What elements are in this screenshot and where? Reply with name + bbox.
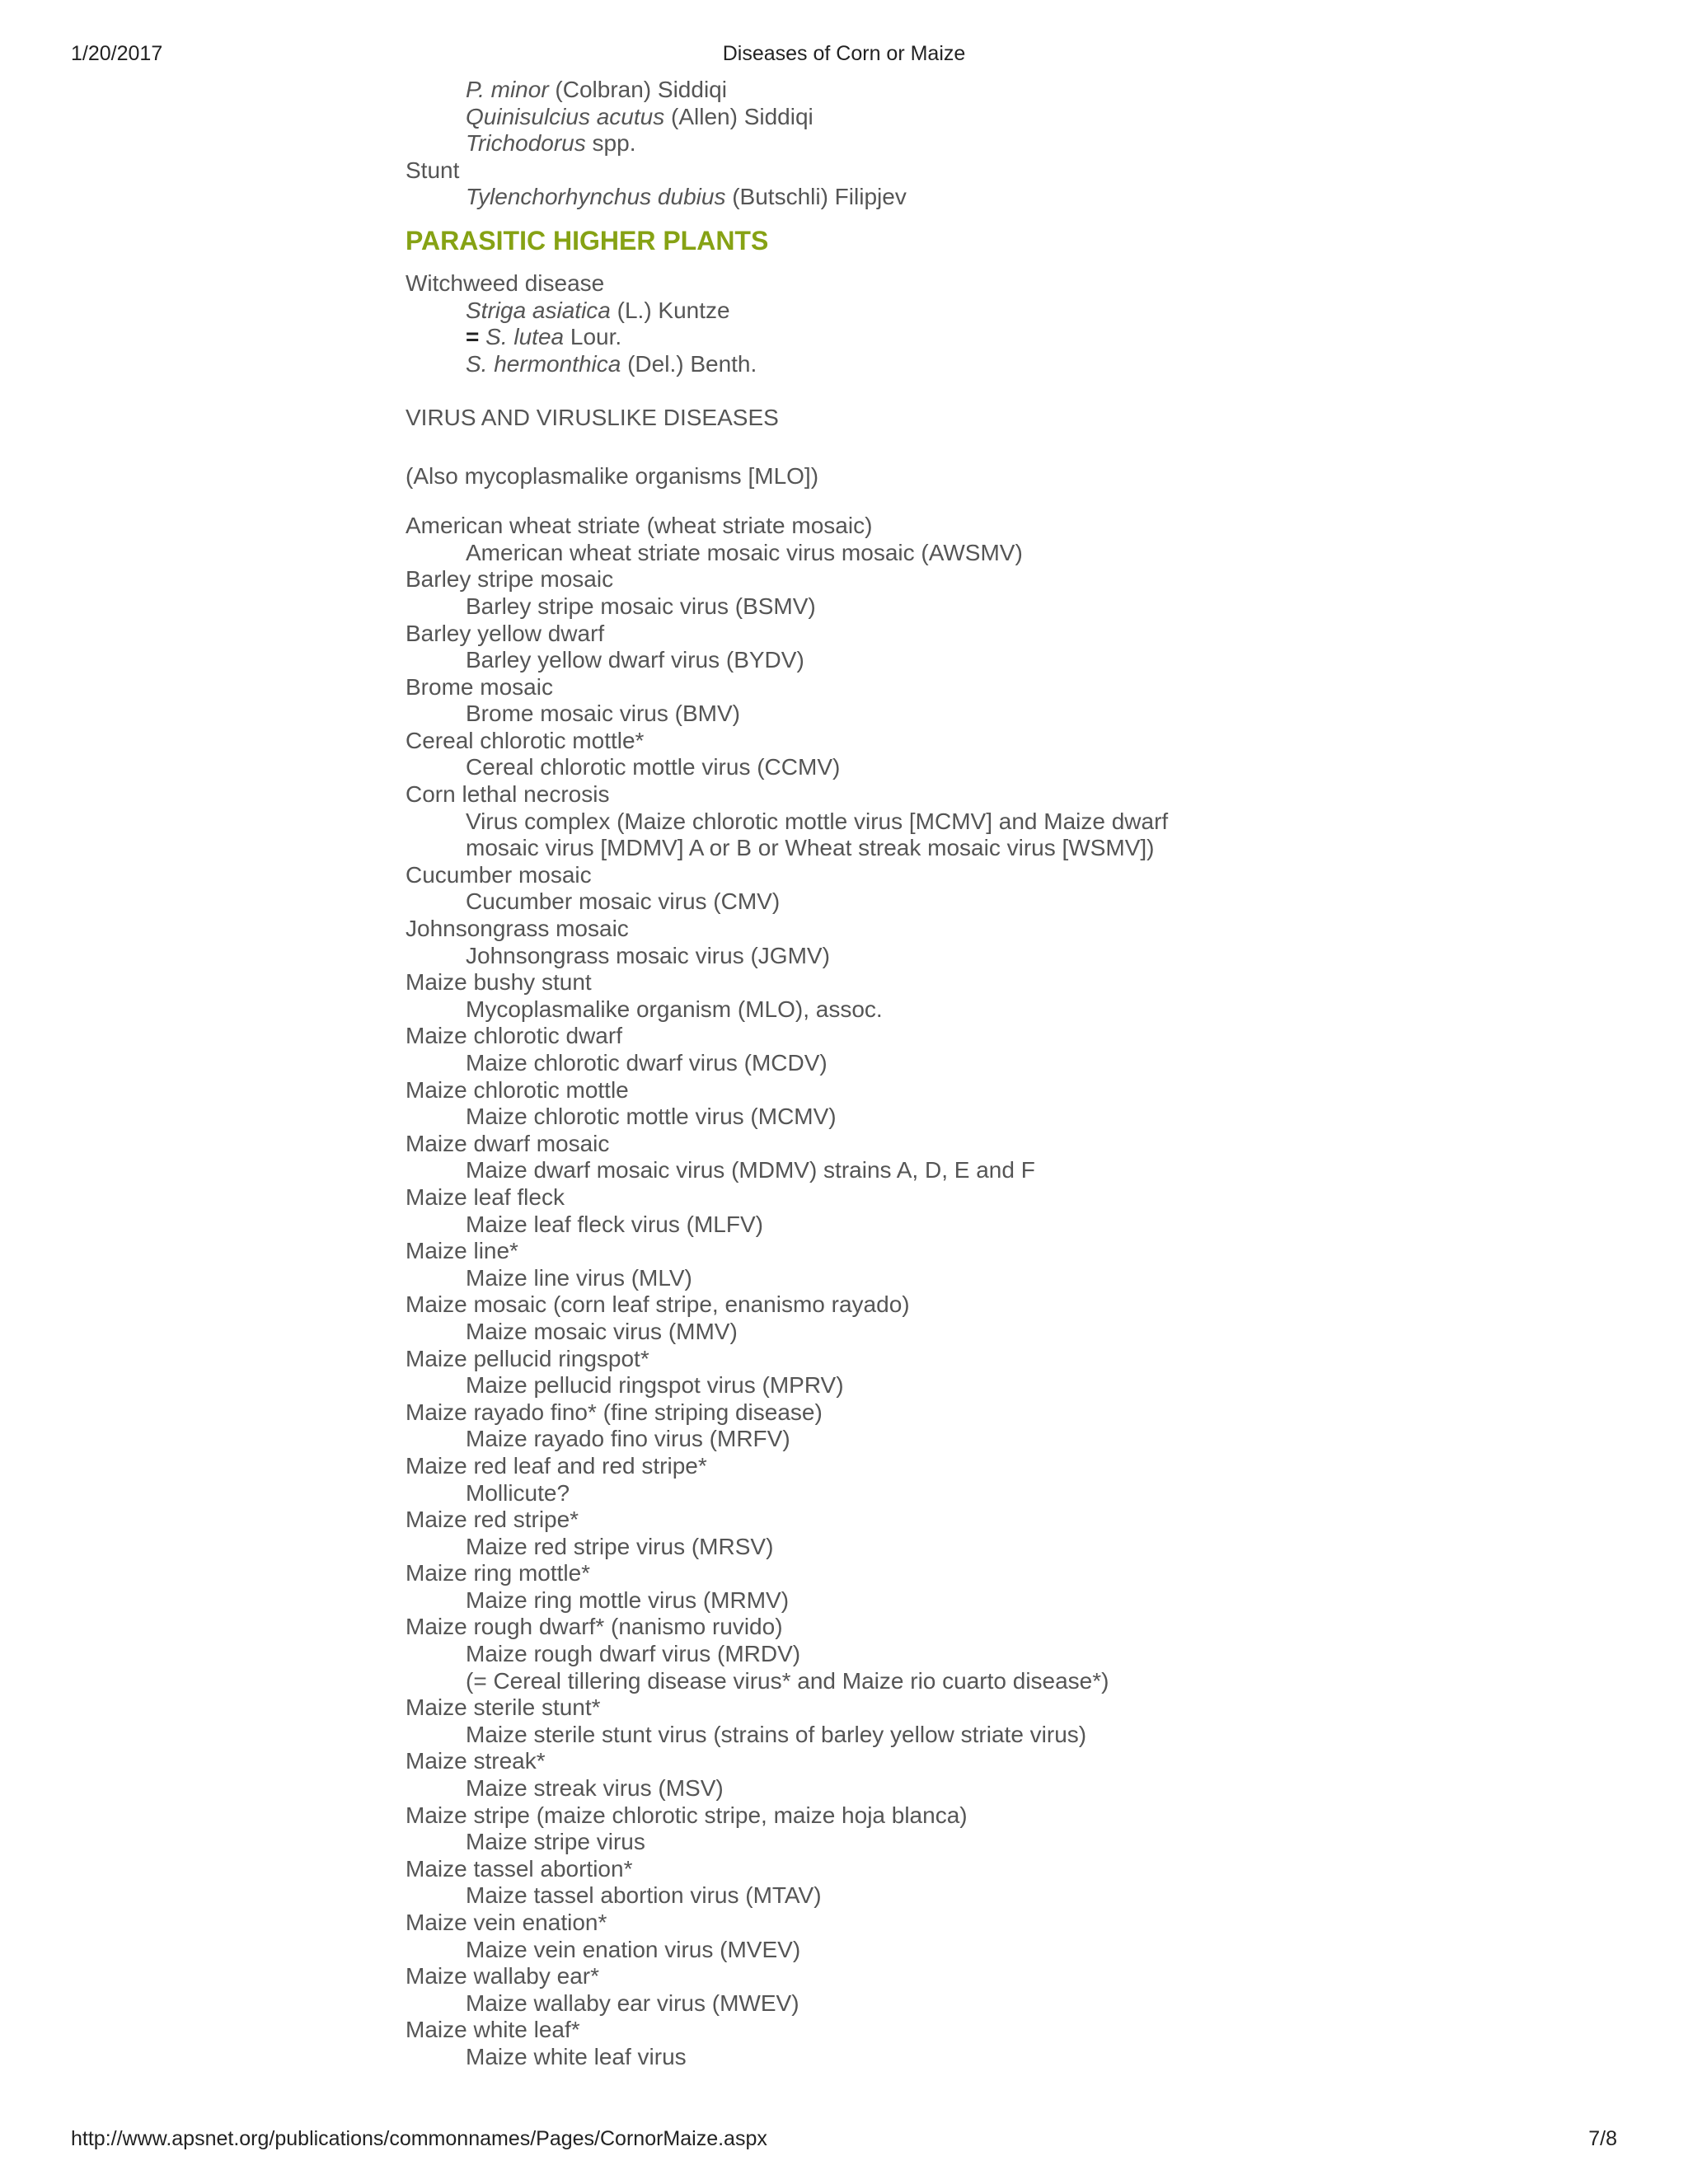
disease-name: Maize red leaf and red stripe* — [406, 1452, 707, 1479]
nematode-entry — [406, 77, 1609, 104]
disease-name: Maize line* — [406, 1238, 518, 1264]
disease-name: Maize red stripe* — [406, 1507, 579, 1533]
disease-name: Cereal chlorotic mottle* — [406, 727, 645, 753]
page-number: 7/8 — [1588, 2127, 1617, 2150]
pathogen-entry: (= Cereal tillering disease virus* and Maize rio cuarto disease*) — [466, 1667, 1109, 1694]
nematode-entry — [406, 184, 1609, 211]
print-date: 1/20/2017 — [71, 42, 163, 65]
authority: (Butschli) Filipjev — [725, 184, 907, 210]
section-heading-virus: VIRUS AND VIRUSLIKE DISEASES — [406, 404, 779, 430]
nematode-entry — [406, 130, 1609, 157]
pathogen-entry: Maize pellucid ringspot virus (MPRV) — [466, 1372, 844, 1399]
authority: (Colbran) Siddiqi — [548, 77, 727, 102]
disease-name: Maize stripe (maize chlorotic stripe, maize hoja blanca) — [406, 1802, 968, 1828]
disease-name: Maize streak* — [406, 1748, 546, 1774]
disease-name: Maize bushy stunt — [406, 969, 592, 996]
page-title: Diseases of Corn or Maize — [722, 42, 966, 65]
species-name: Striga asiatica — [466, 297, 611, 323]
pathogen-entry: American wheat striate mosaic virus mosaic (AWSMV) — [466, 539, 1023, 565]
pathogen-entry: Maize streak virus (MSV) — [466, 1775, 724, 1802]
document-body — [406, 77, 1609, 2071]
disease-name: Maize vein enation* — [406, 1910, 607, 1935]
virus-disease-list — [406, 513, 1609, 2070]
disease-name: Corn lethal necrosis — [406, 781, 610, 808]
pathogen-entry: Mycoplasmalike organism (MLO), assoc. — [466, 996, 883, 1022]
pathogen-entry: Cereal chlorotic mottle virus (CCMV) — [466, 754, 841, 780]
species-name: Tylenchorhynchus dubius — [466, 184, 726, 210]
pathogen-entry: Barley yellow dwarf virus (BYDV) — [466, 647, 804, 673]
disease-name: Maize wallaby ear* — [406, 1963, 599, 1990]
section-note: (Also mycoplasmalike organisms [MLO]) — [406, 462, 819, 489]
synonym-sign: = — [466, 324, 486, 350]
disease-name: Brome mosaic — [406, 673, 553, 700]
authority: spp. — [585, 130, 636, 157]
pathogen-entry: Maize sterile stunt virus (strains of barley yellow striate virus) — [466, 1721, 1087, 1747]
disease-name: Maize sterile stunt* — [406, 1694, 601, 1721]
species-name: Trichodorus — [466, 130, 586, 157]
disease-name: Johnsongrass mosaic — [406, 916, 629, 942]
section-heading-parasitic-plants: PARASITIC HIGHER PLANTS — [406, 225, 769, 255]
pathogen-entry: Brome mosaic virus (BMV) — [466, 701, 740, 727]
disease-name: Maize chlorotic dwarf — [406, 1023, 622, 1049]
pathogen-entry: Mollicute? — [466, 1479, 570, 1506]
pathogen-entry: Cucumber mosaic virus (CMV) — [466, 888, 781, 915]
disease-name: Maize white leaf* — [406, 2017, 580, 2043]
disease-name: Maize dwarf mosaic — [406, 1130, 610, 1156]
disease-name: Maize tassel abortion* — [406, 1855, 633, 1882]
disease-name: Maize chlorotic mottle — [406, 1076, 629, 1103]
authority: Lour. — [564, 324, 622, 350]
pathogen-entry — [406, 324, 1609, 351]
pathogen-entry — [406, 351, 1609, 378]
disease-name: American wheat striate (wheat striate mosaic) — [406, 513, 873, 539]
disease-name: Barley stripe mosaic — [406, 566, 614, 593]
authority: (Del.) Benth. — [621, 350, 757, 377]
pathogen-entry — [406, 298, 1609, 325]
disease-name: Stunt — [406, 157, 460, 183]
pathogen-entry: Barley stripe mosaic virus (BSMV) — [466, 593, 816, 619]
species-name: Quinisulcius acutus — [466, 103, 665, 129]
authority: (L.) Kuntze — [610, 297, 730, 323]
pathogen-entry: mosaic virus [MDMV] A or B or Wheat streak mosaic virus [WSMV]) — [466, 835, 1155, 861]
disease-name: Witchweed disease — [406, 269, 605, 296]
disease-name: Maize rough dwarf* (nanismo ruvido) — [406, 1614, 783, 1640]
disease-name: Maize ring mottle* — [406, 1560, 591, 1586]
pathogen-entry: Maize stripe virus — [466, 1829, 645, 1855]
pathogen-entry: Maize tassel abortion virus (MTAV) — [466, 1882, 822, 1909]
pathogen-entry: Maize red stripe virus (MRSV) — [466, 1533, 774, 1559]
pathogen-entry: Maize dwarf mosaic virus (MDMV) strains A, D, E and F — [466, 1157, 1035, 1183]
pathogen-entry: Maize mosaic virus (MMV) — [466, 1318, 738, 1344]
disease-name: Barley yellow dwarf — [406, 620, 605, 646]
authority: (Allen) Siddiqi — [664, 103, 814, 129]
pathogen-entry: Maize ring mottle virus (MRMV) — [466, 1586, 790, 1613]
pathogen-entry: Maize line virus (MLV) — [466, 1264, 692, 1291]
pathogen-entry: Maize chlorotic mottle virus (MCMV) — [466, 1104, 837, 1130]
species-name: S. hermonthica — [466, 350, 621, 377]
nematode-entry — [406, 104, 1609, 131]
disease-name: Maize pellucid ringspot* — [406, 1345, 649, 1371]
disease-name: Maize rayado fino* (fine striping disease) — [406, 1399, 823, 1425]
species-name: S. lutea — [485, 324, 565, 350]
disease-name: Maize leaf fleck — [406, 1183, 565, 1210]
pathogen-entry: Maize rough dwarf virus (MRDV) — [466, 1641, 801, 1667]
species-name: P. minor — [466, 77, 549, 102]
pathogen-entry: Maize leaf fleck virus (MLFV) — [466, 1211, 763, 1237]
pathogen-entry: Maize rayado fino virus (MRFV) — [466, 1426, 790, 1452]
pathogen-entry: Maize vein enation virus (MVEV) — [466, 1936, 801, 1962]
disease-name: Maize mosaic (corn leaf stripe, enanismo rayado) — [406, 1291, 910, 1318]
pathogen-entry: Virus complex (Maize chlorotic mottle virus [MCMV] and Maize dwarf — [466, 808, 1169, 834]
pathogen-entry: Maize chlorotic dwarf virus (MCDV) — [466, 1050, 828, 1076]
pathogen-entry: Johnsongrass mosaic virus (JGMV) — [466, 942, 830, 968]
pathogen-entry: Maize wallaby ear virus (MWEV) — [466, 1990, 799, 2016]
source-url: http://www.apsnet.org/publications/commonnames/Pages/CornorMaize.aspx — [71, 2127, 767, 2150]
disease-name: Cucumber mosaic — [406, 861, 592, 888]
pathogen-entry: Maize white leaf virus — [466, 2043, 687, 2069]
